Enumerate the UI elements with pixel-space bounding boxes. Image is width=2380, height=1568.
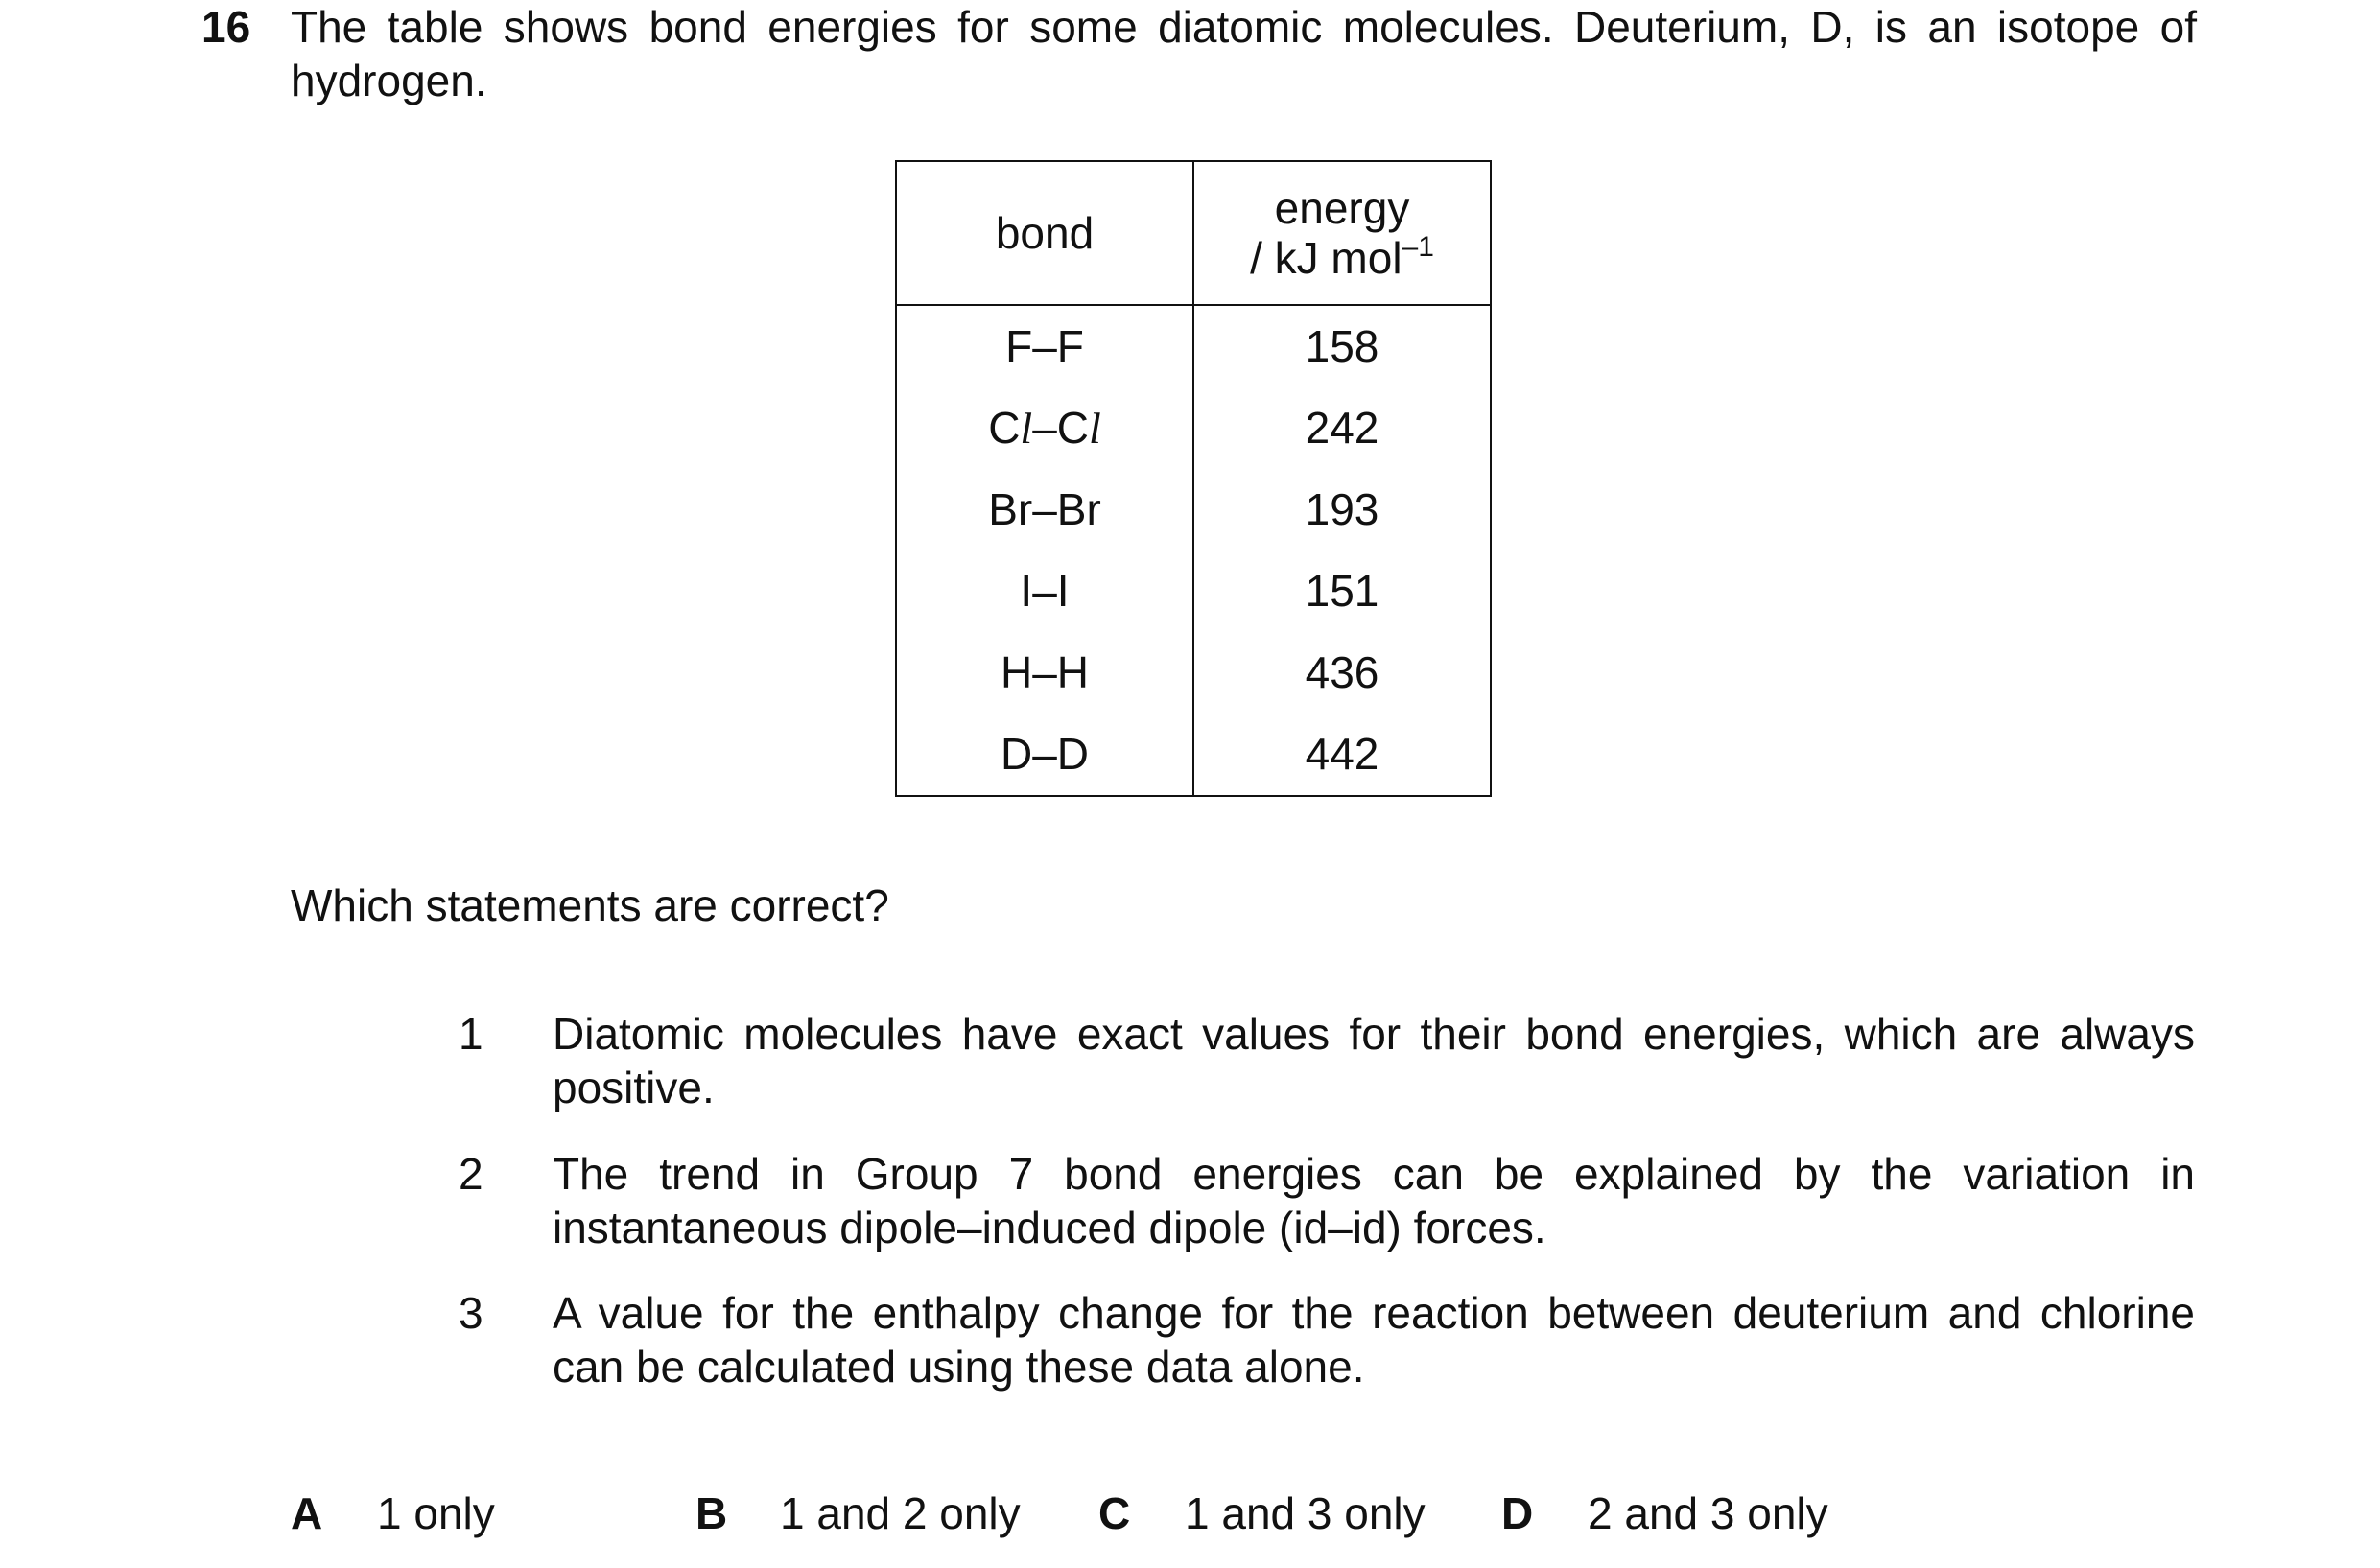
option-b-text[interactable]: 1 and 2 only	[780, 1488, 1021, 1538]
question-stem: The table shows bond energies for some diatomic molecules. Deuterium, D, is an isotope of hydrogen.	[291, 2, 2197, 105]
table-row	[896, 469, 1491, 550]
option-a-letter[interactable]: A	[291, 1488, 323, 1538]
header-energy-unit	[1194, 233, 1490, 283]
table-header-row	[896, 161, 1491, 305]
header-energy-label: energy	[1274, 183, 1410, 233]
option-b-letter[interactable]: B	[695, 1488, 728, 1538]
option-c-text[interactable]: 1 and 3 only	[1185, 1488, 1426, 1538]
bond-cell: H–H	[896, 632, 1193, 714]
statement-text: A value for the enthalpy change for the reaction between deuterium and chlorine can be calculated using these data alone.	[553, 1288, 2195, 1392]
bond-cell: Br–Br	[896, 469, 1193, 550]
energy-cell: 158	[1193, 305, 1491, 387]
question-number: 16	[201, 2, 251, 52]
header-energy-unit-exponent: –1	[1402, 231, 1434, 263]
bond-cell: I–I	[896, 550, 1193, 632]
statement-number: 1	[459, 1009, 483, 1059]
energy-cell: 442	[1193, 714, 1491, 796]
bond-energy-table	[895, 160, 1492, 797]
option-a-text[interactable]: 1 only	[377, 1488, 495, 1538]
option-d-text[interactable]: 2 and 3 only	[1588, 1488, 1828, 1538]
energy-cell: 242	[1193, 387, 1491, 469]
bond-cell: F–F	[896, 305, 1193, 387]
table-row	[896, 714, 1491, 796]
energy-cell: 436	[1193, 632, 1491, 714]
table-row	[896, 632, 1491, 714]
question-prompt: Which statements are correct?	[291, 880, 889, 930]
option-d-letter[interactable]: D	[1501, 1488, 1534, 1538]
header-energy-unit-text: / kJ mol	[1250, 233, 1402, 283]
table-row	[896, 305, 1491, 387]
energy-cell: 151	[1193, 550, 1491, 632]
energy-cell: 193	[1193, 469, 1491, 550]
header-bond: bond	[896, 161, 1193, 305]
bond-cell: D–D	[896, 714, 1193, 796]
header-energy	[1193, 161, 1491, 305]
statement-text: The trend in Group 7 bond energies can be explained by the variation in instantaneous dipole–induced dipole (id–id) forces.	[553, 1149, 2195, 1252]
option-c-letter[interactable]: C	[1098, 1488, 1131, 1538]
table-row	[896, 387, 1491, 469]
statement-number: 3	[459, 1288, 483, 1338]
statement-text: Diatomic molecules have exact values for their bond energies, which are always positive.	[553, 1009, 2195, 1112]
table-row	[896, 550, 1491, 632]
statement-number: 2	[459, 1149, 483, 1199]
bond-cell-chlorine: Cl–Cl	[896, 387, 1193, 469]
